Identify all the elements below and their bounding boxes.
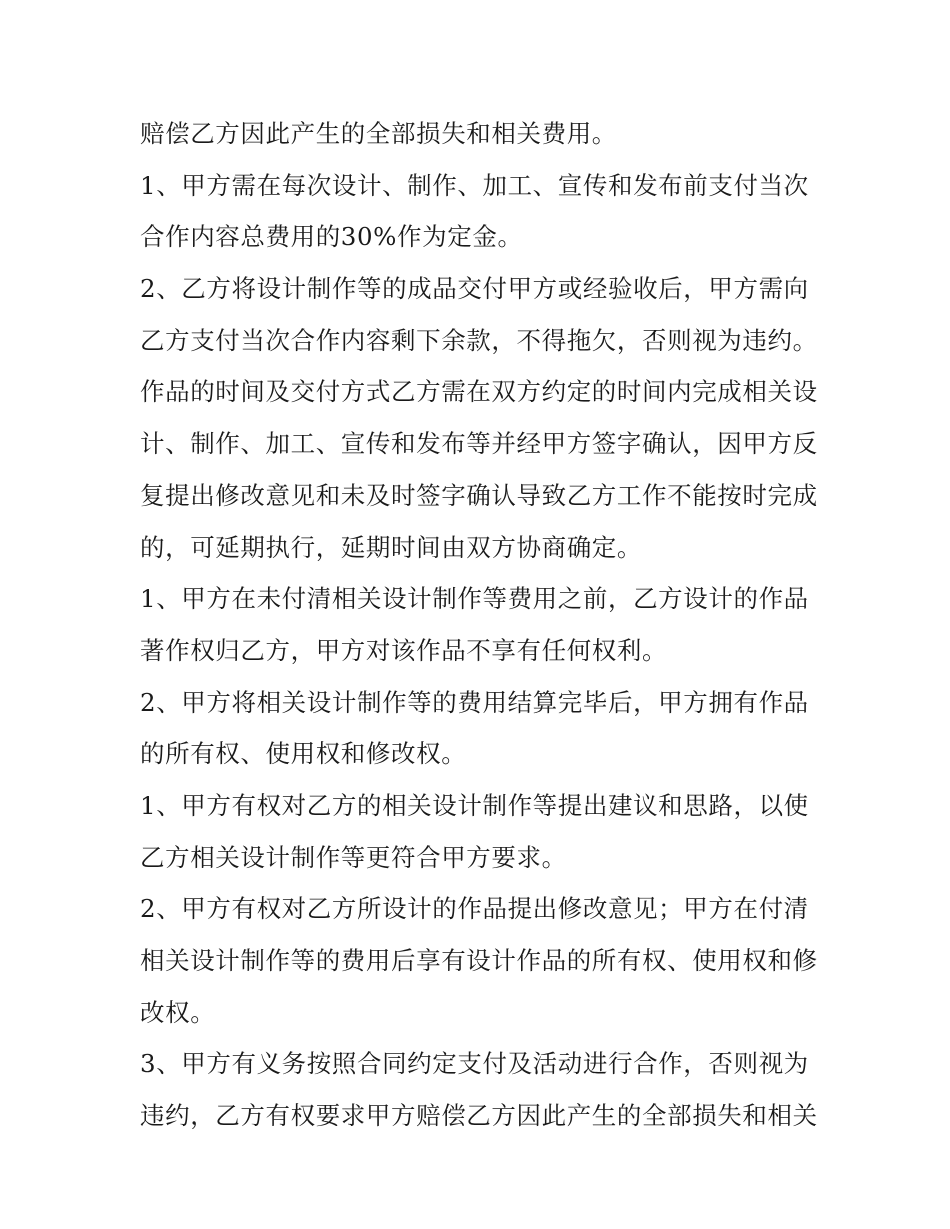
- text-line: 乙方支付当次合作内容剩下余款，不得拖欠，否则视为违约。: [140, 325, 818, 355]
- text-line: 计、制作、加工、宣传和发布等并经甲方签字确认，因甲方反: [140, 429, 818, 459]
- text-line: 乙方相关设计制作等更符合甲方要求。: [140, 842, 567, 872]
- text-line: 1、甲方有权对乙方的相关设计制作等提出建议和思路，以使: [140, 790, 809, 820]
- text-line: 赔偿乙方因此产生的全部损失和相关费用。: [140, 119, 617, 148]
- text-line: 1、甲方需在每次设计、制作、加工、宣传和发布前支付当次: [140, 170, 809, 200]
- text-line: 1、甲方在未付清相关设计制作等费用之前，乙方设计的作品: [140, 584, 809, 614]
- text-line: 的所有权、使用权和修改权。: [140, 739, 467, 769]
- text-line: 合作内容总费用的30%作为定金。: [140, 222, 523, 252]
- text-line: 2、甲方将相关设计制作等的费用结算完毕后，甲方拥有作品: [140, 687, 809, 717]
- text-line: 作品的时间及交付方式乙方需在双方约定的时间内完成相关设: [140, 377, 818, 407]
- text-line: 复提出修改意见和未及时签字确认导致乙方工作不能按时完成: [140, 480, 818, 510]
- text-line: 3、甲方有义务按照合同约定支付及活动进行合作，否则视为: [140, 1049, 809, 1079]
- text-line: 相关设计制作等的费用后享有设计作品的所有权、使用权和修: [140, 946, 818, 975]
- text-line: 2、乙方将设计制作等的成品交付甲方或经验收后，甲方需向: [140, 274, 809, 304]
- text-line: 2、甲方有权对乙方所设计的作品提出修改意见；甲方在付清: [140, 894, 809, 924]
- text-line: 改权。: [140, 997, 216, 1027]
- text-line: 著作权归乙方，甲方对该作品不享有任何权利。: [140, 635, 668, 665]
- text-line: 的，可延期执行，延期时间由双方协商确定。: [140, 532, 642, 562]
- text-line: 违约，乙方有权要求甲方赔偿乙方因此产生的全部损失和相关: [140, 1101, 818, 1131]
